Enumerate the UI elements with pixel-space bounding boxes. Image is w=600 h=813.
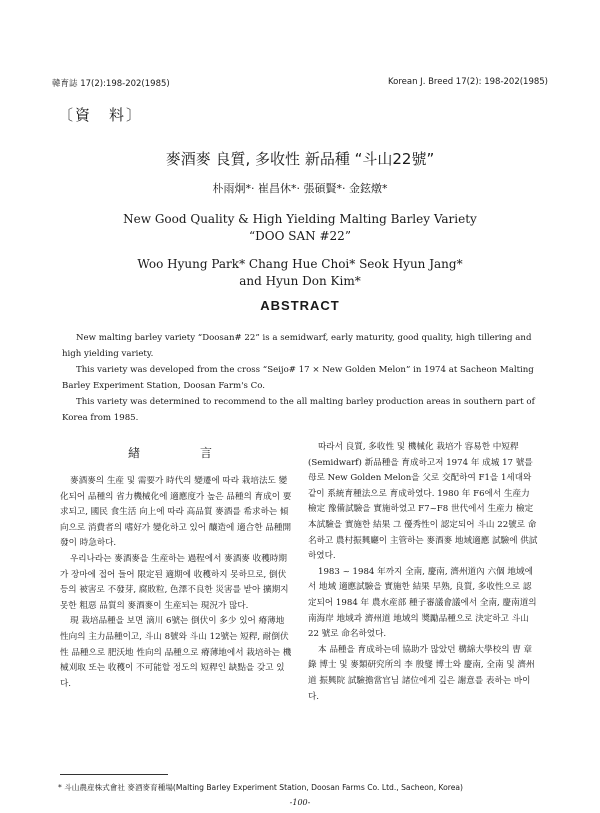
abstract-paragraph: This variety was developed from the cross “Seijo# 17 × New Golden Melon” in 1974 at Sacheon Malting Barley Experiment Station, Doosan Farm's Co. <box>62 365 534 391</box>
body-paragraph: 따라서 良質, 多收性 및 機械化 栽培가 容易한 中短稈(Semidwarf) 新品種을 育成하고저 1974 年 成城 17 號를 母로 New Golden Melon을 父로 交配하여 F1을 1세대와 같이 系統育種法으로 育成하였다. 1980 年 F6에서 生産力 檢定 豫備試驗을 實施하였고 F7~F8 世代에서 生産力 檢定 本試驗을 實施한 結果 그 優秀性이 認定되어 斗山 22號로 命名하고 農村振興廳이 主管하는 麥酒麥 地域適應 試驗에 供試하였다. <box>308 442 538 562</box>
right-column <box>308 440 540 705</box>
title-english-line-1: New Good Quality & High Yielding Malting Barley Variety <box>123 212 477 226</box>
introduction-heading: 緖 言 <box>127 446 224 460</box>
title-english-line-2: “DOO SAN #22” <box>249 229 351 243</box>
body-paragraph: 本 品種을 育成하는데 協助가 많았던 構綿大學校의 曺 章錄 博士 및 麥類研究所의 李 殷燮 博士와 慶南, 全南 및 濟州道 振興院 試驗擔當官님 諸位에게 깊은 謝意를 表하는 바이다. <box>308 644 535 702</box>
abstract-paragraph: This variety was determined to recommend to the all malting barley production areas in southern part of Korea from 1985. <box>62 397 535 423</box>
journal-citation-korean: 韓育誌 17(2):198-202(1985) <box>52 79 170 89</box>
footnote: * 斗山農産株式會社 麥酒麥育種場(Malting Barley Experiment Station, Doosan Farms Co. Ltd., Sacheon, Korea) <box>58 783 464 792</box>
title-korean: 麥酒麥 良質, 多收性 新品種 “斗山22號” <box>165 150 435 168</box>
authors-english-line-2: and Hyun Don Kim* <box>239 274 361 288</box>
section-label: 〔資 料〕 <box>58 106 144 124</box>
abstract-heading: ABSTRACT <box>260 298 340 313</box>
authors-english-line-1: Woo Hyung Park* Chang Hue Choi* Seok Hyun Jang* <box>137 257 463 271</box>
authors-korean: 朴雨炯*· 崔昌休*· 張碩賢*· 金鉉燉* <box>212 182 388 195</box>
page-number: -100- <box>289 798 311 807</box>
abstract-body <box>62 330 542 426</box>
abstract-paragraph: New malting barley variety “Doosan# 22” is a semidwarf, early maturity, good quality, high tillering and high yielding variety. <box>62 333 532 359</box>
left-column <box>60 440 292 692</box>
body-paragraph: 現 栽培品種을 보면 滴川 6號는 倒伏이 多少 있어 瘠薄地 性向의 主力品種이고, 斗山 8號와 斗山 12號는 短稈, 耐倒伏性 品種으로 肥沃地 性向의 品種으로 瘠薄地에서 栽培하는 機械刈取 또는 收穫이 不可能할 정도의 短稈인 缺點을 갖고 있다. <box>60 616 292 689</box>
body-paragraph: 1983 ~ 1984 年까지 全南, 慶南, 濟州道內 六個 地域에서 地域 適應試驗을 實施한 結果 早熟, 良質, 多收性으로 認定되어 1984 年 農水産部 種子審議會議에서 全南, 慶南道의 南海岸 地域과 濟州道 地域의 奬勵品種으로 決定하고 斗山 22 號로 命名하였다. <box>308 566 537 640</box>
footnote-divider <box>60 774 168 775</box>
body-paragraph: 우리나라는 麥酒麥을 生産하는 過程에서 麥酒麥 收穫時期가 장마에 접어 들어 限定된 適期에 收穫하지 못하므로, 倒伏등의 被害로 不發芽, 腐敗粒, 色澤不良한 災害를 받아 擴期지 못한 粗惡 品質의 麥酒麥이 生産되는 現況가 많다. <box>60 553 289 611</box>
body-paragraph: 麥酒麥의 生産 및 需要가 時代의 變遷에 따라 栽培法도 變化되어 品種의 省力機械化에 適應度가 높은 品種의 育成이 要求되고, 國民 食生活 向上에 따라 高品質 麥酒를 希求하는 傾向으로 消費者의 嗜好가 變化하고 있어 釀造에 適合한 品種開發이 時急하다. <box>60 476 292 549</box>
journal-citation-english: Korean J. Breed 17(2): 198-202(1985) <box>388 77 548 87</box>
